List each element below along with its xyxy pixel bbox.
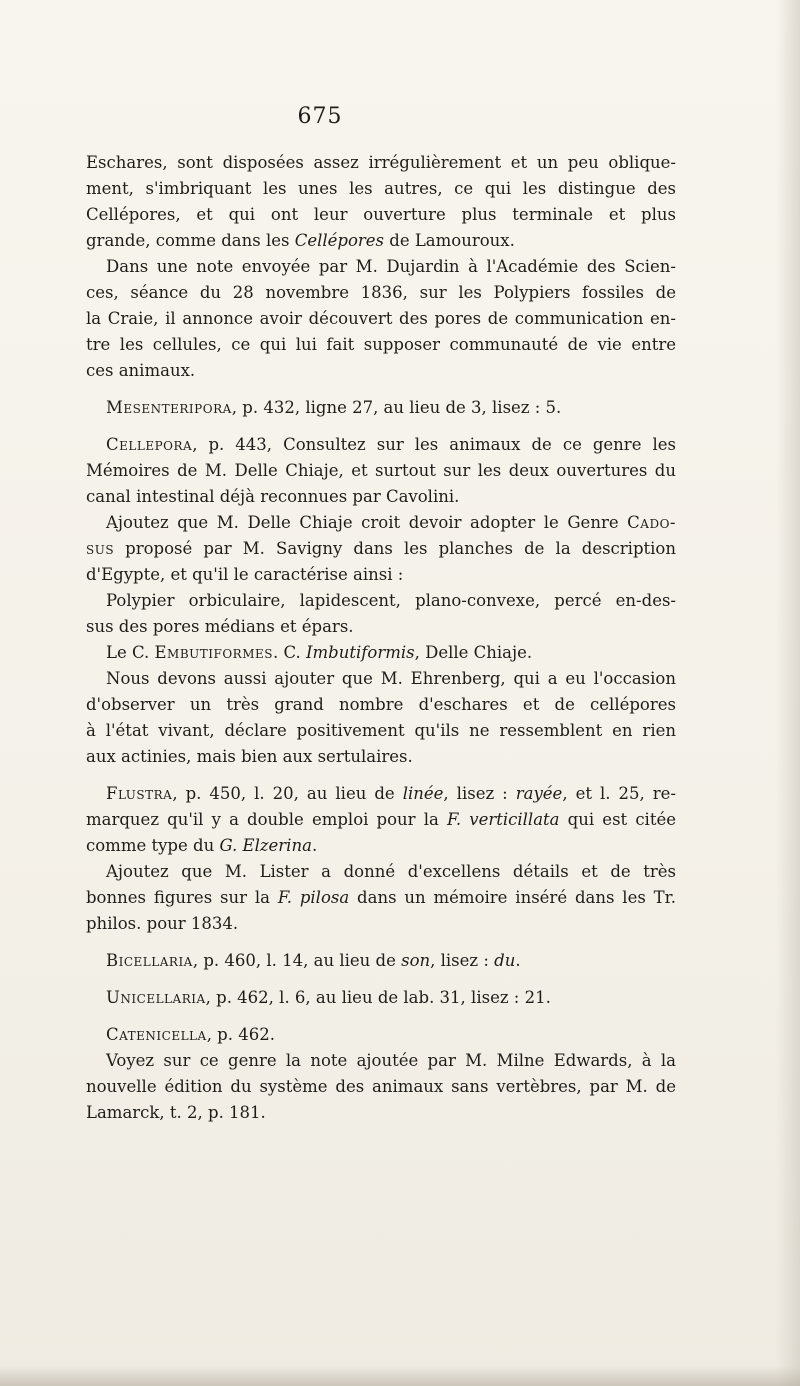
text-run: marquez qu'il y a double emploi pour la — [86, 810, 447, 829]
genus-name: Catenicella — [106, 1025, 207, 1044]
text-line: Nous devons aussi ajouter que M. Ehrenberg, qui a eu l'occasion — [106, 669, 676, 688]
text-line: Mémoires de M. Delle Chiaje, et surtout sur les deux ouvertures du — [86, 461, 676, 480]
genus-name: sus — [86, 539, 115, 558]
text-line: Polypier orbiculaire, lapidescent, plano-convexe, percé en-des- — [106, 591, 676, 610]
text-run: , et l. 25, re- — [562, 784, 677, 803]
genus-name: Embutiformes — [154, 643, 273, 662]
text-line — [86, 228, 676, 254]
text-line: la Craie, il annonce avoir découvert des pores de communication en- — [86, 309, 676, 328]
text-line: canal intestinal déjà reconnues par Cavolini. — [86, 487, 460, 506]
italic-term: F. pilosa — [277, 888, 350, 907]
text-line: ces animaux. — [86, 361, 196, 380]
text-line: nouvelle édition du système des animaux sans vertèbres, par M. de — [86, 1077, 676, 1096]
italic-term: son — [401, 951, 431, 970]
text-line — [86, 536, 676, 562]
text-run: bonnes figures sur la — [86, 888, 278, 907]
text-run: , p. 450, l. 20, au lieu de — [172, 784, 403, 803]
text-line — [86, 807, 676, 833]
text-run: grande, comme dans les — [86, 231, 295, 250]
text-run: , lisez : — [430, 951, 495, 970]
text-line: ment, s'imbriquant les unes les autres, ce qui les distingue des — [86, 179, 676, 198]
text-run: Le C. — [106, 643, 155, 662]
page-edge-shadow — [776, 0, 800, 1386]
entry-bicellaria — [86, 948, 676, 974]
italic-term: rayée — [515, 784, 563, 803]
text-line: Lamarck, t. 2, p. 181. — [86, 1103, 266, 1122]
text-run: dans un mémoire inséré dans les Tr. — [349, 888, 676, 907]
text-line — [86, 885, 676, 911]
text-line: aux actinies, mais bien aux sertulaires. — [86, 747, 413, 766]
text-run: de Lamouroux. — [384, 231, 515, 250]
text-line: Voyez sur ce genre la note ajoutée par M. Milne Edwards, à la — [106, 1051, 676, 1070]
entry-cellepora — [86, 432, 676, 458]
text-run: , p. 462. — [206, 1025, 275, 1044]
genus-name: Flustra — [106, 784, 173, 803]
text-line: Cellépores, et qui ont leur ouverture plus terminale et plus — [86, 205, 676, 224]
page-bottom-shadow — [0, 1366, 800, 1386]
text-line: d'observer un très grand nombre d'eschares et de cellépores — [86, 695, 676, 714]
text-run: , Delle Chiaje. — [414, 643, 533, 662]
text-line: Dans une note envoyée par M. Dujardin à l'Académie des Scien- — [106, 257, 676, 276]
italic-term: linée — [402, 784, 444, 803]
text-run: . — [515, 951, 521, 970]
text-line: à l'état vivant, déclare positivement qu'ils ne ressemblent en rien — [86, 721, 676, 740]
text-line: Eschares, sont disposées assez irrégulièrement et un peu oblique- — [86, 153, 676, 172]
genus-name: Mesenteripora — [106, 398, 232, 417]
text-run: . — [311, 836, 318, 855]
text-line: ces, séance du 28 novembre 1836, sur les Polypiers fossiles de — [86, 283, 676, 302]
text-run: proposé par M. Savigny dans les planches de la description — [114, 539, 676, 558]
text-run: , lisez : — [443, 784, 516, 803]
entry-unicellaria — [86, 985, 676, 1011]
text-run: qui est citée — [559, 810, 676, 829]
italic-term: F. verticillata — [446, 810, 560, 829]
text-line: Ajoutez que M. Lister a donné d'excellens détails et de très — [106, 862, 676, 881]
text-run: , p. 460, l. 14, au lieu de — [192, 951, 402, 970]
page-number: 675 — [297, 104, 343, 129]
page-body — [86, 150, 676, 1126]
entry-catenicella — [86, 1022, 676, 1048]
entry-flustra — [86, 781, 676, 807]
text-run: , p. 443, Consultez sur les animaux de ce genre les — [192, 435, 676, 454]
genus-name: Cado- — [627, 513, 676, 532]
text-line — [86, 640, 676, 666]
text-run: . C. — [272, 643, 307, 662]
italic-term: Cellépores — [294, 231, 385, 250]
text-line — [86, 833, 676, 859]
text-line: philos. pour 1834. — [86, 914, 239, 933]
text-run: comme type du — [86, 836, 220, 855]
italic-term: du — [494, 951, 516, 970]
text-run: Ajoutez que M. Delle Chiaje croit devoir adopter le Genre — [106, 513, 628, 532]
italic-term: G. Elzerina — [219, 836, 312, 855]
genus-name: Cellepora — [106, 435, 193, 454]
text-run: , p. 462, l. 6, au lieu de lab. 31, lisez : 21. — [205, 988, 551, 1007]
text-line: sus des pores médians et épars. — [86, 617, 354, 636]
text-line: d'Egypte, et qu'il le caractérise ainsi : — [86, 565, 404, 584]
genus-name: Unicellaria — [106, 988, 206, 1007]
entry-mesenteripora — [86, 395, 676, 421]
italic-term: Imbutiformis — [306, 643, 415, 662]
genus-name: Bicellaria — [106, 951, 193, 970]
text-line: tre les cellules, ce qui lui fait supposer communauté de vie entre — [86, 335, 676, 354]
text-line — [86, 510, 676, 536]
text-run: , p. 432, ligne 27, au lieu de 3, lisez : 5. — [231, 398, 562, 417]
